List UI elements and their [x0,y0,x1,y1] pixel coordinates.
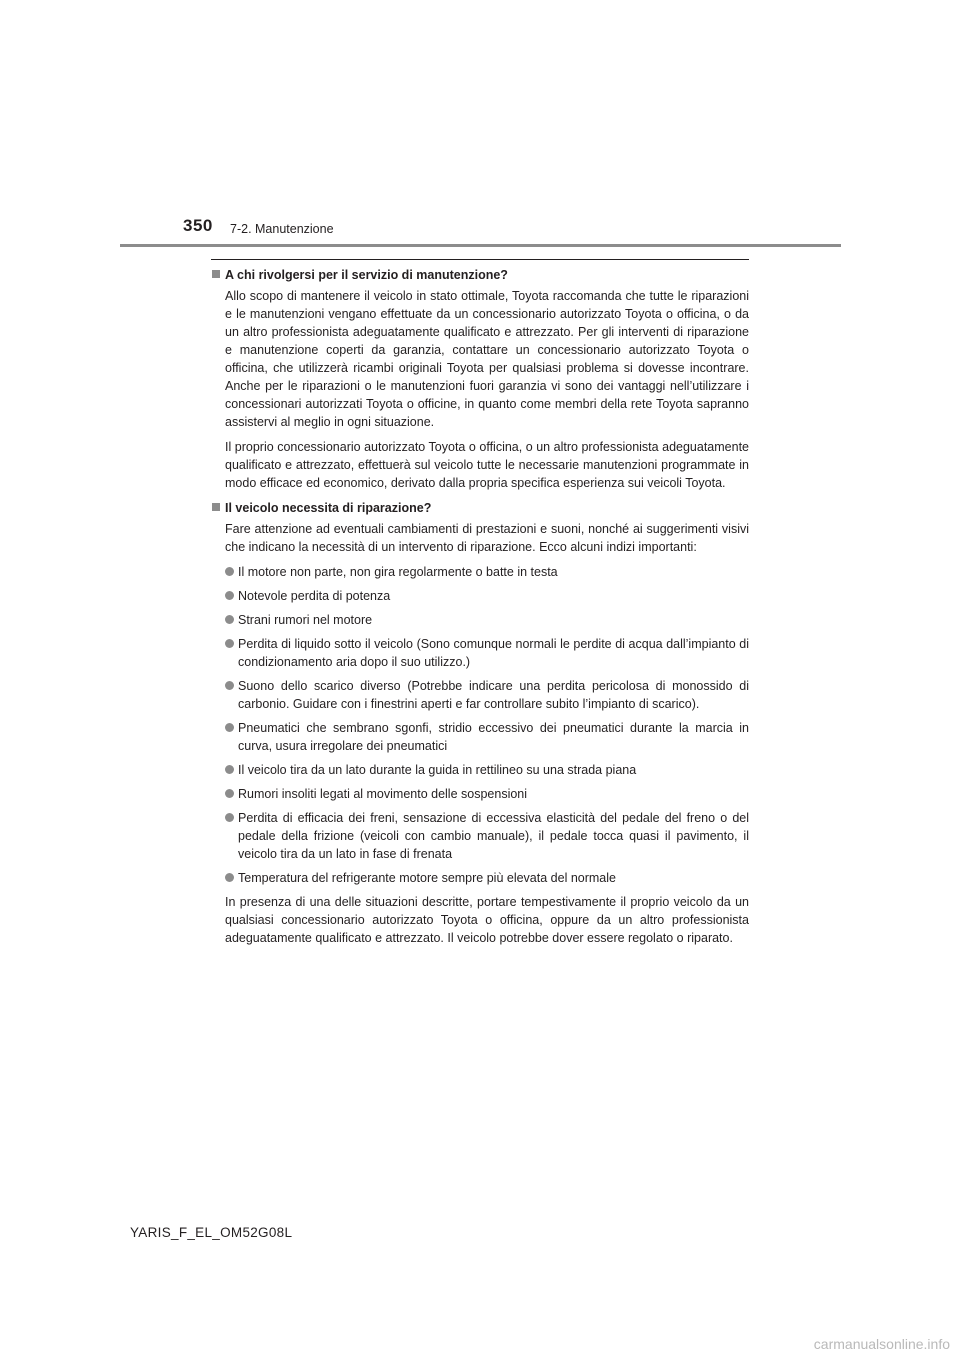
list-item-text: Notevole perdita di potenza [238,589,391,603]
round-bullet-icon [225,873,234,882]
list-item-text: Strani rumori nel motore [238,613,373,627]
round-bullet-icon [225,567,234,576]
closing-paragraph: In presenza di una delle situazioni descritte, portare tempestivamente il proprio veicolo da un qualsiasi concessionario autorizzato Toyota o officina, oppure da un altro professionista adeguatamente qualificato e attrezzato. Il veicolo potrebbe dover essere regolato o riparato. [225,895,749,945]
page-number: 350 [183,216,213,235]
list-item [225,677,749,713]
list-item-text: Suono dello scarico diverso (Potrebbe indicare una perdita pericolosa di monossido di carbonio. Guidare con i finestrini aperti e far controllare subito l’impianto di scarico). [238,679,749,711]
section-heading [211,499,749,517]
round-bullet-icon [225,723,234,732]
list-item [225,611,749,629]
list-item-text: Il motore non parte, non gira regolarmente o batte in testa [238,565,558,579]
watermark: carmanualsonline.info [813,1336,950,1352]
list-item-text: Perdita di liquido sotto il veicolo (Sono comunque normali le perdite di acqua dall’impianto di condizionamento aria dopo il suo utilizzo.) [238,637,749,669]
list-item [225,785,749,803]
round-bullet-icon [225,789,234,798]
list-item [225,761,749,779]
footer-code: YARIS_F_EL_OM52G08L [130,1225,293,1240]
list-item-text: Il veicolo tira da un lato durante la guida in rettilineo su una strada piana [238,763,637,777]
list-item-text: Temperatura del refrigerante motore sempre più elevata del normale [238,871,616,885]
round-bullet-icon [225,765,234,774]
list-item [225,635,749,671]
section-heading-text: A chi rivolgersi per il servizio di manutenzione? [225,268,508,282]
list-item [225,809,749,863]
round-bullet-icon [225,615,234,624]
list-item [225,587,749,605]
content [211,266,749,954]
paragraph: Il proprio concessionario autorizzato Toyota o officina, o un altro professionista adeguatamente qualificato e attrezzato, effettuerà sul veicolo tutte le necessarie manutenzioni programmate in modo efficace ed economico, derivato dalla propria specifica esperienza sui veicoli Toyota. [225,440,749,490]
section-heading-text: Il veicolo necessita di riparazione? [225,501,432,515]
round-bullet-icon [225,813,234,822]
section-name: 7-2. Manutenzione [230,222,334,236]
list-item-text: Perdita di efficacia dei freni, sensazione di eccessiva elasticità del pedale del freno o del pedale della frizione (veicoli con cambio manuale), il pedale tocca quasi il pavimento, il veicolo tira da un lato in fase di frenata [238,811,749,861]
round-bullet-icon [225,639,234,648]
paragraph: Fare attenzione ad eventuali cambiamenti di prestazioni e suoni, nonché ai suggerimenti visivi che indicano la necessità di un intervento di riparazione. Ecco alcuni indizi importanti: [225,522,749,554]
list-item [225,719,749,755]
list-item-text: Rumori insoliti legati al movimento delle sospensioni [238,787,528,801]
header-rule [120,244,841,247]
square-bullet-icon [212,503,220,511]
round-bullet-icon [225,681,234,690]
paragraph: Allo scopo di mantenere il veicolo in stato ottimale, Toyota raccomanda che tutte le riparazioni e le manutenzioni vengano effettuate da un concessionario autorizzato Toyota o officina, o da un altro professionista adeguatamente qualificato e attrezzato. Per gli interventi di riparazione e manutenzione coperti da garanzia, contattare un concessionario autorizzato Toyota o officina, che utilizzerà ricambi originali Toyota per qualsiasi problema si dovesse incontrare. Anche per le riparazioni o le manutenzioni fuori garanzia vi sono dei vantaggi nell’utilizzare i concessionari autorizzati Toyota o officine, in quanto come membri della rete Toyota sapranno assistervi al meglio in ogni situazione. [225,289,749,429]
list-item [225,563,749,581]
list-item [225,869,749,887]
section-heading [211,266,749,284]
square-bullet-icon [212,270,220,278]
content-rule [211,259,749,260]
list-item-text: Pneumatici che sembrano sgonfi, stridio eccessivo dei pneumatici durante la marcia in curva, usura irregolare dei pneumatici [238,721,749,753]
round-bullet-icon [225,591,234,600]
